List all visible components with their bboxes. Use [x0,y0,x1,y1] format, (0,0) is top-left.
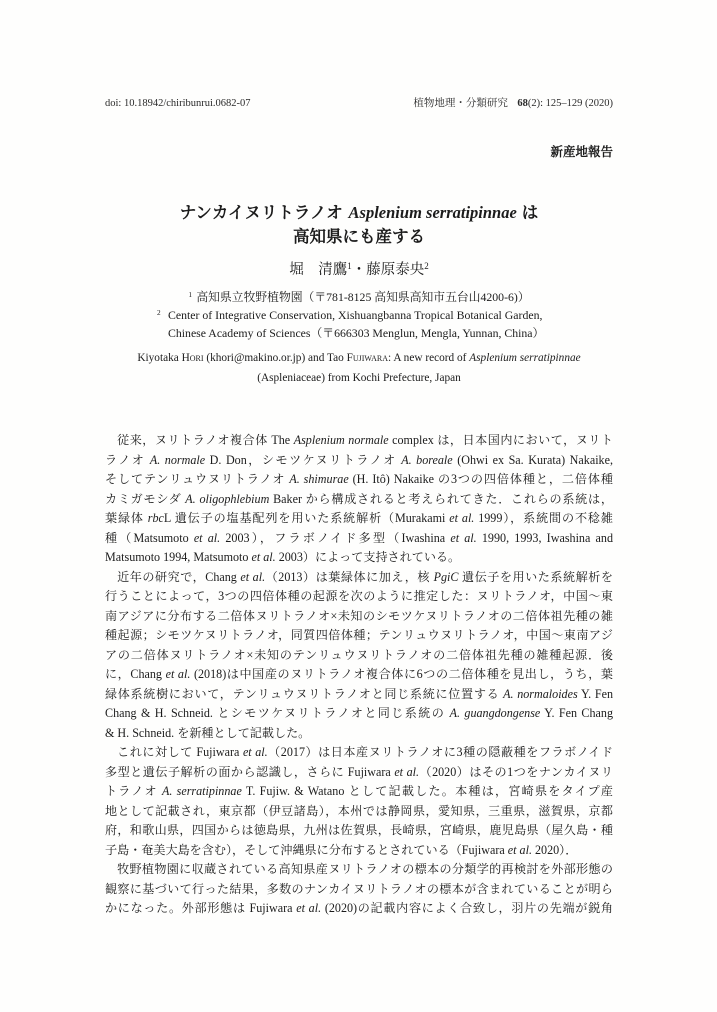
body-text: Y. Fen [577,686,613,701]
italic-term: A. guangdongense [449,706,541,720]
body-text: 地として記載され，東京都（伊豆諸島），本州では静岡県，愛知県，三重県，滋賀県，京都 [105,803,613,818]
italic-term: et al. [450,530,477,545]
body-text: 観察に基づいて行った結果，多数のナンカイヌリトラノオの標本が含まれていることが明ら [105,881,613,896]
body-text: 2003）によって支持されている。 [275,550,461,564]
english-scientific-name: Asplenium serratipinnae [469,352,581,364]
body-text: 従来，ヌリトラノオ複合体 The [117,433,294,447]
body-text: 1990, 1993, Iwashina and [476,530,613,545]
affiliation-2 [157,306,613,342]
body-text: Matsumoto 1994, Matsumoto [105,550,252,564]
body-text: 多型と遺伝子解析の面から認識し，さらに Fujiwara [105,764,395,779]
italic-term: A. boreale [401,452,453,467]
italic-term: et al. [449,511,475,525]
affiliation-list [105,288,613,342]
affiliation-text: Center of Integrative Conservation, Xishuangbanna Tropical Botanical Garden, [168,308,543,322]
paragraph-2 [105,568,613,744]
italic-term: A. normale [149,452,206,467]
italic-term: A. serratipinnae [162,784,242,798]
body-line [105,704,613,724]
body-text: 1999），系統間の不稔雑 [474,511,613,525]
journal-reference [413,96,613,111]
body-line [105,646,613,666]
paragraph-1 [105,431,613,568]
body-line [105,821,613,841]
body-line [105,899,613,919]
body-text: 葉緑体 [105,511,148,525]
body-text: （2017）は日本産ヌリトラノオに3種の隠蔽種をフラボノイド [267,745,613,759]
body-text: アの二倍体ヌリトラノオ×未知のテンリュウヌリトラノオの二倍体祖先種の雑種起源．後 [105,647,613,662]
body-line [105,529,613,549]
body-text: (2018)は中国産のヌリトラノオ複合体に6つの二倍体種を見出し，うち，葉 [190,667,613,681]
body-line [105,451,613,471]
body-line [105,607,613,627]
body-text: 種（Matsumoto [105,530,194,545]
body-text: 行うことによって，3つの四倍体種の起源を次のように推定した：ヌリトラノオ，中国〜東 [105,589,613,603]
article-category-label: 新産地報告 [550,145,613,159]
body-line [105,587,613,607]
author-list [105,260,613,280]
body-text: Baker から構成されると考えられてきた．これらの系統は， [269,491,613,506]
title-japanese-name: ナンカイヌリトラノオ [179,204,343,222]
body-text: （2020）はその1つをナンカイヌリ [419,764,613,779]
affiliation-text: 高知県立牧野植物園（〒781-8125 高知県高知市五台山4200-6)） [196,290,530,304]
issue-pages-year: (2): 125–129 (2020) [527,98,613,109]
italic-term: et al. [242,745,268,759]
italic-term: et al. [296,901,322,915]
italic-term: et al. [193,530,221,545]
italic-term: rbc [147,511,164,525]
affiliation-line [157,324,613,342]
english-citation-line-1 [105,348,613,368]
body-text: ラノオ [105,452,150,467]
title-scientific-name: Asplenium serratipinnae [348,203,517,222]
italic-term: et al. [394,764,419,779]
paragraph-3 [105,743,613,860]
body-line [105,743,613,763]
title-line-1 [105,201,613,225]
affiliation-marker: 1 [347,261,352,272]
affiliation-marker: 2 [424,261,429,272]
body-text: 種起源；シモツケヌリトラノオ，同質四倍体種；テンリュウヌリトラノオ，中国〜東南アジ [105,628,613,642]
italic-term: A. shimurae [289,472,349,486]
paragraph-4 [105,860,613,919]
body-text: かになった。外部形態は Fujiwara [105,901,297,915]
italic-term: A. oligophlebium [185,491,270,506]
body-line [105,548,613,568]
body-text: D. Don，シモツケヌリトラノオ [205,452,402,467]
body-line [105,685,613,705]
affiliation-1 [105,288,613,306]
body-line [105,626,613,646]
body-text: complex は，日本国内において，ヌリト [388,433,613,447]
author-name: 藤原泰央 [366,262,425,278]
english-author-surname: Fujiwara [346,352,388,364]
english-citation [105,348,613,388]
journal-name: 植物地理・分類研究 [413,98,508,109]
body-text: Y. Fen Chang [540,706,613,720]
italic-term: Asplenium normale [293,433,389,447]
doi-text: doi: 10.18942/chiribunrui.0682-07 [105,98,251,109]
italic-term: A. normaloides [503,686,578,701]
body-text: （2013）は葉緑体に加え，核 [265,569,434,584]
italic-term: et al. [507,842,532,857]
body-text: (2020)の記載内容によく合致し，羽片の先端が鋭角 [321,901,613,915]
body-line [105,665,613,685]
body-line [105,763,613,783]
author-name: 堀 清鷹 [289,262,348,278]
body-text: T. Fujiw. & Watano として記載した。本種は，宮崎県をタイプ産 [241,784,613,798]
body-text: Chang & H. Schneid. とシモツケヌリトラノオと同じ系統の [105,706,450,720]
body-line [105,880,613,900]
body-text: カミガモシダ [105,491,186,506]
body-line [105,802,613,822]
body-line [105,724,613,744]
italic-term: et al. [251,550,276,564]
body-line [105,782,613,802]
body-line [105,431,613,451]
english-text: (khori@makino.or.jp) and Tao [203,352,347,364]
affiliation-text: Chinese Academy of Sciences（〒666303 Menglun, Mengla, Yunnan, China） [168,326,545,340]
article-body [105,431,613,919]
english-text: Kiyotaka [137,352,182,364]
italic-term: et al. [165,667,191,681]
title-line-2: 高知県にも産する [293,228,425,246]
body-text: そしてテンリュウヌリトラノオ [105,472,290,486]
affiliation-marker: 1 [188,289,192,299]
body-text: 府，和歌山県，四国からは徳島県，九州は佐賀県，長崎県，宮崎県，鹿児島県（屋久島・種 [105,823,613,837]
running-header [105,96,613,111]
body-line [105,568,613,588]
italic-term: PgiC [433,569,459,584]
body-text: 2020）． [531,842,578,857]
body-text: (H. Itô) Nakaike の3つの四倍体種と，二倍体種 [348,472,613,486]
body-text: 南アジアに分布する二倍体ヌリトラノオ×未知のシモツケヌリトラノオの二倍体祖先種の雑 [105,608,613,623]
affiliation-line [157,306,613,324]
body-text: & H. Schneid. を新種として記載した。 [105,725,311,740]
title-particle: は [521,204,539,222]
body-line [105,841,613,861]
body-text: に，Chang [105,667,166,681]
body-text: (Ohwi ex Sa. Kurata) Nakaike, [452,452,613,467]
body-line [105,470,613,490]
italic-term: et al. [240,569,266,584]
body-line [105,860,613,880]
affiliation-marker: 2 [157,307,161,317]
body-text: 牧野植物園に収蔵されている高知県産ヌリトラノオの標本の分類学的再検討を外部形態の [117,862,613,876]
body-text: 緑体系統樹において，テンリュウヌリトラノオと同じ系統に位置する [105,686,504,701]
article-title [105,201,613,249]
body-text: これに対して Fujiwara [117,745,243,759]
body-text: L 遺伝子の塩基配列を用いた系統解析（Murakami [163,511,450,525]
body-text: 2003），フラボノイド多型（Iwashina [220,530,451,545]
body-text: 近年の研究で，Chang [117,569,241,584]
author-separator: ・ [351,262,367,278]
english-text: : A new record of [387,352,470,364]
volume-number: 68 [517,98,528,109]
english-author-surname: Hori [181,352,204,364]
body-text: トラノオ [105,784,162,798]
body-line [105,509,613,529]
body-text: 遺伝子を用いた系統解析を [458,569,613,584]
body-line [105,490,613,510]
english-citation-line-2: (Aspleniaceae) from Kochi Prefecture, Japan [257,372,461,384]
body-text: 子島・奄美大島を含む），そして沖縄県に分布するとされている（Fujiwara [105,842,508,857]
